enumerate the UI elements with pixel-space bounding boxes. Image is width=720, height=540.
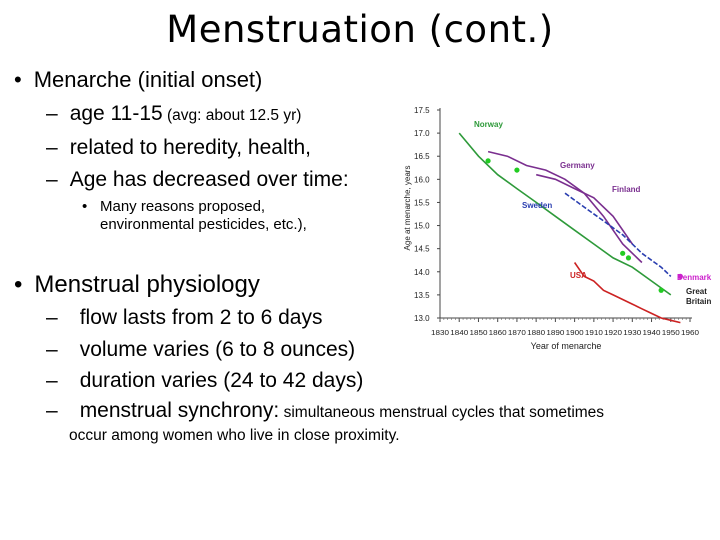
sub-bullet-note: simultaneous menstrual cycles that sometimes	[279, 404, 605, 421]
sub-bullet-text: related to heredity, health,	[69, 136, 311, 159]
bullet-physiology	[14, 271, 260, 299]
y-tick-label: 17.0	[414, 129, 430, 139]
x-tick-label: 1870	[507, 330, 527, 337]
x-axis-label: Year of menarche	[530, 341, 602, 351]
x-tick-label: 1940	[642, 330, 661, 337]
dash-marker: –	[46, 399, 58, 422]
synchrony-continuation: occur among women who live in close proximity.	[69, 427, 400, 444]
usa-line	[575, 263, 681, 323]
x-tick-label: 1960	[681, 330, 700, 337]
sub-bullet-volume	[46, 338, 355, 362]
sub-bullet-heredity	[46, 136, 311, 160]
y-tick-label: 15.0	[414, 221, 430, 231]
dash-marker: –	[46, 136, 58, 159]
dash-marker: –	[46, 369, 58, 392]
x-tick-label: 1910	[584, 330, 603, 337]
y-tick-label: 13.0	[414, 314, 430, 323]
x-tick-label: 1900	[565, 330, 584, 337]
slide-title: Menstruation (cont.)	[166, 8, 554, 51]
sub-bullet-text: Age has decreased over time:	[69, 168, 349, 191]
y-tick-label: 13.5	[414, 290, 430, 300]
y-axis-label: Age at menarche, years	[403, 165, 412, 251]
detail-bullet-marker: •	[82, 198, 88, 215]
x-tick-label: 1920	[604, 330, 623, 337]
bullet-marker: •	[14, 271, 23, 298]
x-tick-label: 1860	[488, 330, 507, 337]
sub-bullet-text: flow lasts from 2 to 6 days	[79, 306, 323, 329]
x-tick-label: 1930	[623, 330, 642, 337]
sub-bullet-duration	[46, 369, 363, 393]
y-tick-label: 14.0	[414, 267, 430, 277]
y-tick-label: 17.5	[414, 106, 430, 115]
label-norway: Norway	[474, 120, 503, 129]
bullet-marker: •	[14, 67, 22, 92]
sub-bullet-synchrony	[46, 399, 604, 423]
sub-bullet-text: menstrual synchrony:	[79, 399, 280, 422]
great-britain-point	[485, 158, 490, 163]
label-germany: Germany	[560, 161, 595, 170]
x-tick-label: 1840	[450, 330, 469, 337]
detail-bullet-text: Many reasons proposed, environmental pesticides, etc.),	[100, 198, 307, 233]
y-tick-label: 16.5	[414, 152, 430, 162]
y-tick-label: 16.0	[414, 175, 430, 185]
dash-marker: –	[46, 168, 58, 191]
bullet-text: Menarche (initial onset)	[33, 67, 263, 92]
sub-bullet-text: age 11-15	[69, 102, 163, 125]
bullet-menarche	[14, 67, 262, 93]
label-sweden: Sweden	[522, 201, 553, 210]
great-britain-point	[659, 288, 664, 293]
label-usa: USA	[570, 271, 587, 280]
menarche-age-chart	[402, 102, 712, 352]
great-britain-point	[620, 251, 625, 256]
label-britain: Britain	[686, 297, 712, 306]
dash-marker: –	[46, 306, 58, 329]
label-finland: Finland	[612, 185, 641, 194]
label-denmark: Denmark	[677, 273, 712, 282]
sub-bullet-age-range	[46, 102, 301, 126]
x-tick-label: 1830	[431, 330, 450, 337]
x-tick-label: 1850	[469, 330, 488, 337]
x-tick-label: 1890	[546, 330, 565, 337]
x-tick-label: 1950	[661, 330, 680, 337]
dash-marker: –	[46, 102, 58, 125]
great-britain-point	[514, 167, 519, 172]
y-tick-label: 14.5	[414, 244, 430, 254]
sub-bullet-flow	[46, 306, 322, 330]
x-tick-label: 1880	[527, 330, 546, 337]
dash-marker: –	[46, 338, 58, 361]
label-great: Great	[686, 287, 707, 296]
great-britain-point	[626, 255, 631, 260]
sub-bullet-age-decreased	[46, 168, 349, 192]
sub-bullet-note: (avg: about 12.5 yr)	[162, 107, 302, 124]
sub-bullet-text: volume varies (6 to 8 ounces)	[79, 338, 356, 361]
norway-line	[459, 133, 671, 295]
y-tick-label: 15.5	[414, 198, 430, 208]
sub-bullet-text: duration varies (24 to 42 days)	[79, 369, 364, 392]
bullet-text: Menstrual physiology	[34, 271, 260, 298]
